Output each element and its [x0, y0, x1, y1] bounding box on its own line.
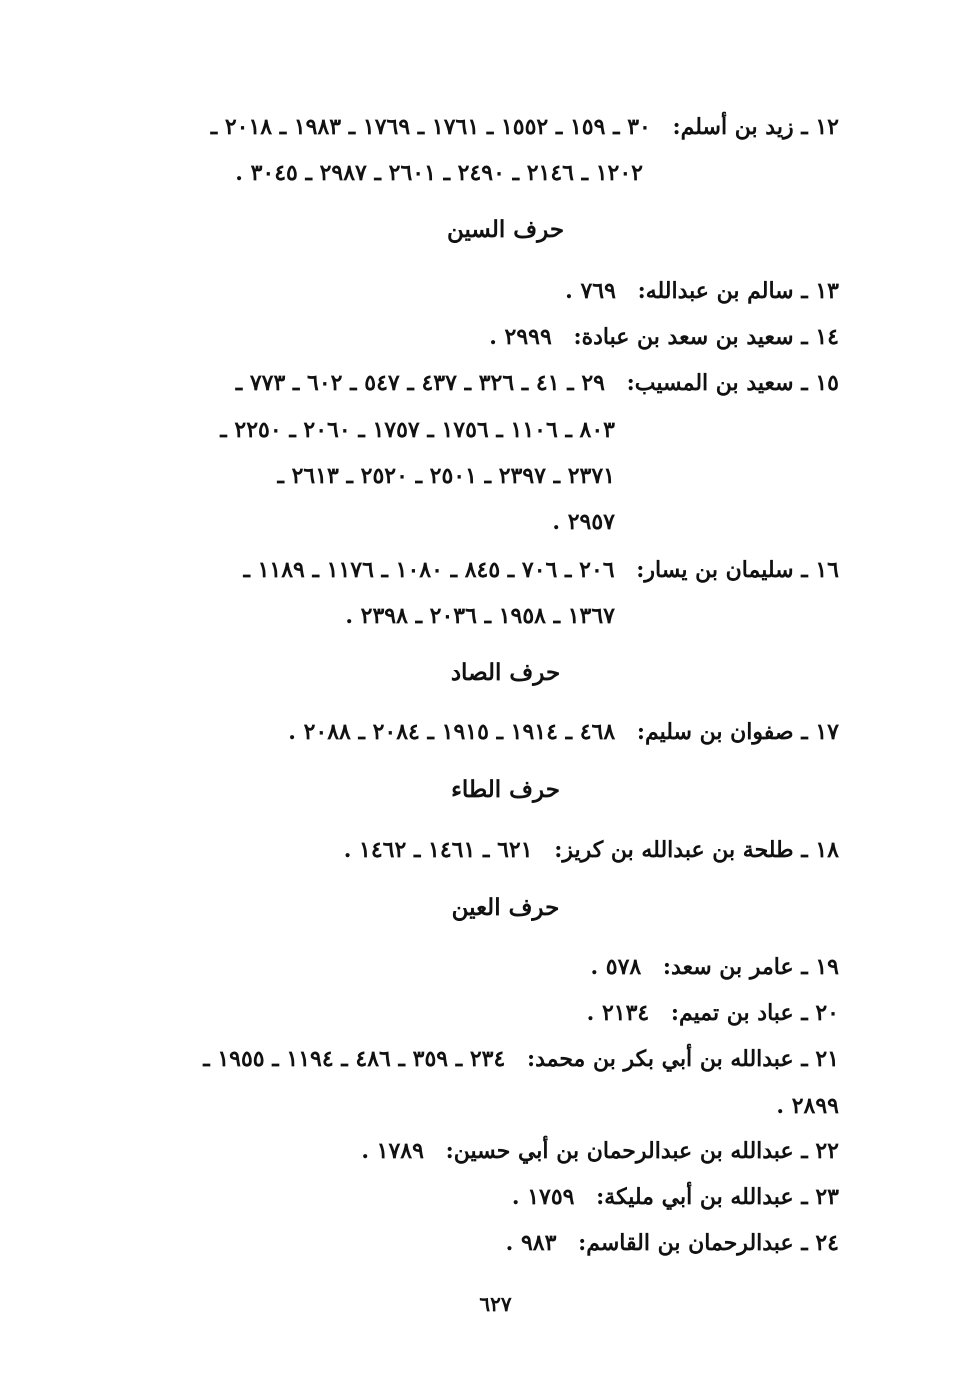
entry-number: ١٦: [815, 557, 839, 583]
entry-refs: ٦٢١ ـ ١٤٦١ ـ ١٤٦٢ .: [343, 837, 533, 863]
section-heading-saad: حرف الصاد: [450, 659, 561, 686]
entry-refs: ٢٩٩٩ .: [489, 324, 552, 350]
entry-refs: ٧٦٩ .: [565, 278, 616, 304]
entry-number: ١٨: [815, 837, 839, 863]
entry-number: ٢٠: [815, 1000, 839, 1026]
entry-refs: ٨٠٣ ـ ١١٠٦ ـ ١٧٥٦ ـ ١٧٥٧ ـ ٢٠٦٠ ـ ٢٢٥٠ ـ: [220, 417, 615, 443]
entry-refs: ٣٠ ـ ١٥٩ ـ ١٥٥٢ ـ ١٧٦١ ـ ١٧٦٩ ـ ١٩٨٣ ـ ٢٠١٨ ـ: [210, 114, 651, 140]
entry-refs: ٩٨٣ .: [505, 1230, 557, 1256]
entry-18: [344, 835, 839, 865]
entry-20: [587, 998, 839, 1028]
entry-refs: ١٣٦٧ ـ ١٩٥٨ ـ ٢٠٣٦ ـ ٢٣٩٨ .: [345, 603, 615, 629]
section-heading-seen: حرف السين: [446, 216, 565, 243]
entry-number: ١٩: [815, 954, 839, 980]
entry-number: ٢١: [815, 1046, 839, 1072]
entry-refs: ٢٩ ـ ٤١ ـ ٣٢٦ ـ ٤٣٧ ـ ٥٤٧ ـ ٦٠٢ ـ ٧٧٣ ـ: [235, 370, 605, 396]
entry-number: ١٤: [815, 324, 839, 350]
entry-15-line-3: [278, 461, 616, 491]
entry-refs: ٢٣٤ ـ ٣٥٩ ـ ٤٨٦ ـ ١١٩٤ ـ ١٩٥٥ ـ: [203, 1046, 506, 1072]
entry-16-line-2: [345, 601, 615, 631]
entry-15-line-2: [220, 415, 615, 445]
section-heading-ain: حرف العين: [451, 894, 560, 921]
entry-17: [288, 717, 839, 747]
entry-21-line-1: [203, 1044, 839, 1074]
entry-22: [361, 1136, 839, 1166]
entry-21-line-2: [776, 1091, 839, 1121]
entry-refs: ٢٠٦ ـ ٧٠٦ ـ ٨٤٥ ـ ١٠٨٠ ـ ١١٧٦ ـ ١١٨٩ ـ: [243, 557, 615, 583]
entry-name: ـ سالم بن عبدالله:: [637, 278, 808, 304]
entry-name: ـ عبدالله بن أبي مليكة:: [596, 1184, 808, 1210]
entry-refs: ٢١٣٤ .: [586, 1000, 650, 1026]
entry-number: ٢٢: [815, 1138, 839, 1164]
entry-refs: ٢٣٧١ ـ ٢٣٩٧ ـ ٢٥٠١ ـ ٢٥٢٠ ـ ٢٦١٣ ـ: [277, 463, 615, 489]
entry-name: ـ عبدالله بن عبدالرحمان بن أبي حسين:: [445, 1138, 808, 1164]
entry-name: ـ عباد بن تميم:: [670, 1000, 808, 1026]
entry-name: ـ عبدالله بن أبي بكر بن محمد:: [526, 1046, 808, 1072]
entry-number: ٢٣: [815, 1184, 839, 1210]
entry-refs: ١٢٠٢ ـ ٢١٤٦ ـ ٢٤٩٠ ـ ٢٦٠١ ـ ٢٩٨٧ ـ ٣٠٤٥ .: [235, 160, 643, 186]
entry-name: ـ سعيد بن المسيب:: [626, 370, 808, 396]
entry-13: [565, 276, 839, 306]
entry-refs: ٥٧٨ .: [590, 954, 642, 980]
entry-name: ـ عامر بن سعد:: [662, 954, 808, 980]
entry-number: ١٢: [815, 114, 839, 140]
entry-15-line-4: [552, 507, 615, 537]
entry-refs: ٤٦٨ ـ ١٩١٤ ـ ١٩١٥ ـ ٢٠٨٤ ـ ٢٠٨٨ .: [288, 719, 616, 745]
entry-name: ـ صفوان بن سليم:: [636, 719, 808, 745]
entry-23: [512, 1182, 839, 1212]
entry-refs: ١٧٨٩ .: [361, 1138, 424, 1164]
entry-name: ـ زيد بن أسلم:: [672, 114, 808, 140]
entry-16-line-1: [243, 555, 839, 585]
entry-refs: ١٧٥٩ .: [511, 1184, 575, 1210]
entry-name: ـ سليمان بن يسار:: [636, 557, 808, 583]
entry-number: ١٧: [815, 719, 839, 745]
entry-refs: ٢٩٥٧ .: [552, 509, 615, 535]
section-heading-taa: حرف الطاء: [451, 776, 560, 803]
entry-12-line-1: [211, 112, 839, 142]
page-number: ٦٢٧: [479, 1292, 512, 1316]
entry-number: ١٥: [815, 370, 839, 396]
entry-number: ١٣: [815, 278, 839, 304]
entry-refs: ٢٨٩٩ .: [776, 1093, 839, 1119]
entry-15-line-1: [236, 368, 839, 398]
entry-19: [590, 952, 839, 982]
entry-12-line-2: [235, 158, 643, 188]
entry-name: ـ طلحة بن عبدالله بن كريز:: [554, 837, 808, 863]
entry-name: ـ عبدالرحمان بن القاسم:: [578, 1230, 808, 1256]
entry-24: [506, 1228, 839, 1258]
entry-name: ـ سعيد بن سعد بن عبادة:: [573, 324, 808, 350]
entry-number: ٢٤: [815, 1230, 839, 1256]
entry-14: [489, 322, 839, 352]
